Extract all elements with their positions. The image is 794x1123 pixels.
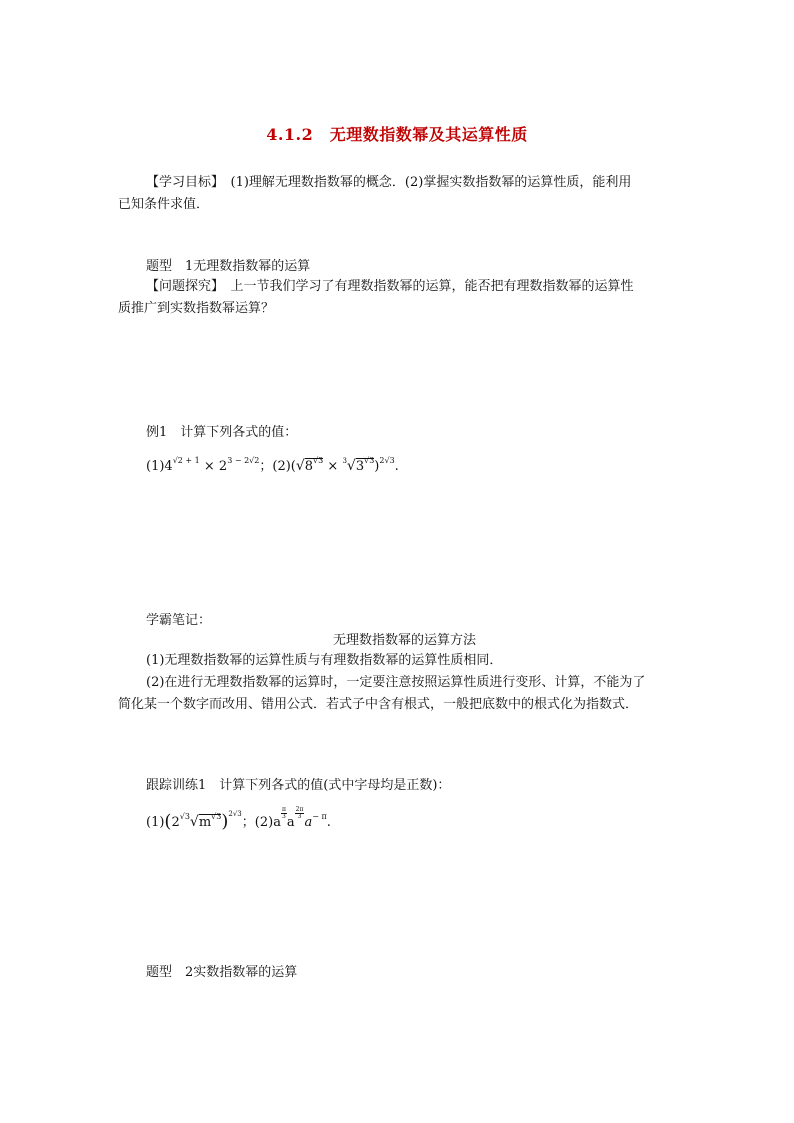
ex1-p2-close: ) (374, 459, 380, 474)
type2-heading: 题型 2实数指数幂的运算 (146, 965, 298, 980)
sqrt-symbol-icon: √ (189, 814, 199, 830)
notes-item-2-line-1: (2)在进行无理数指数幂的运算时，一定要注意按照运算性质进行变形、计算，不能为了 (146, 675, 646, 690)
example1-expressions (146, 455, 399, 474)
notes-subtitle: 无理数指数幂的运算方法 (333, 633, 477, 648)
notes-item-2-line-2: 简化某一个数字而改用、错用公式．若式子中含有根式，一般把底数中的根式化为指数式． (118, 697, 639, 712)
pr1-p2-a3: a (304, 815, 313, 830)
question-line-1 (146, 277, 634, 297)
cube-root-symbol-icon: √ (346, 458, 356, 474)
pr1-close-paren: ) (221, 811, 229, 832)
question-label: 【问题探究】 (146, 279, 218, 294)
practice1-expressions (146, 806, 331, 832)
notes-item-1: (1)无理数指数幂的运算性质与有理数指数幂的运算性质相同． (146, 653, 503, 668)
ex1-separator: ； (259, 459, 273, 474)
ex1-p2-radicand-1: $8^{√3}$ (304, 456, 324, 474)
ex1-end: . (394, 459, 399, 474)
pr1-p2-exponent-2: $\frac{2\pi}{3}$ (295, 806, 304, 820)
objective-label: 【学习目标】 (146, 175, 218, 190)
ex1-p2-times: × (323, 459, 343, 474)
pr1-p1-prefix: (1) (146, 815, 165, 830)
objective-text: (1)理解无理数指数幂的概念．(2)掌握实数指数幂的运算性质，能利用 (217, 175, 632, 190)
example1-heading: 例1 计算下列各式的值： (146, 425, 298, 440)
practice1-heading: 跟踪训练1 计算下列各式的值(式中字母均是正数)： (146, 778, 451, 793)
ex1-p2-radicand-2: $3^{√3}$ (355, 456, 375, 474)
notes-heading: 学霸笔记： (146, 613, 212, 628)
ex1-p2-prefix: (2) (272, 459, 291, 474)
pr1-p1-exponent: √3 (179, 812, 190, 821)
pr1-p2-a2: a (286, 815, 295, 830)
ex1-p2-open: ( (290, 459, 296, 474)
pr1-p1-outer-exponent: 2√3 (228, 810, 242, 818)
pr1-p2-exponent-1: $\frac{\pi}{3}$ (281, 806, 286, 820)
pr1-p1-base: 2 (171, 815, 180, 830)
ex1-p2-root-index: 3 (342, 457, 347, 465)
pr1-open-paren: ( (164, 811, 172, 832)
pr1-p1-radicand: $m^{√3}$ (198, 812, 222, 830)
page-title: 4.1.2 无理数指数幂及其运算性质 (266, 125, 528, 144)
pr1-end: . (326, 815, 331, 830)
ex1-p1-exponent-1: √2 + 1 (172, 456, 200, 465)
question-line-2: 质推广到实数指数幂运算？ (118, 301, 275, 316)
ex1-p1-times: × 2 (199, 459, 228, 474)
objective-line-2: 已知条件求值． (118, 197, 210, 212)
pr1-p2-exponent-3: − π (312, 812, 327, 821)
ex1-p1-exponent-2: 3 − 2√2 (227, 456, 260, 465)
objective-line-1 (146, 173, 631, 193)
question-text: 上一节我们学习了有理数指数幂的运算，能否把有理数指数幂的运算性 (217, 279, 634, 294)
type1-heading: 题型 1无理数指数幂的运算 (146, 259, 311, 274)
pr1-p2-prefix: (2)a (254, 815, 281, 830)
pr1-separator: ； (241, 815, 255, 830)
ex1-p2-outer-exponent: 2√3 (379, 456, 395, 465)
sqrt-symbol-icon: √ (295, 458, 305, 474)
ex1-p1-prefix: (1)4 (146, 459, 173, 474)
